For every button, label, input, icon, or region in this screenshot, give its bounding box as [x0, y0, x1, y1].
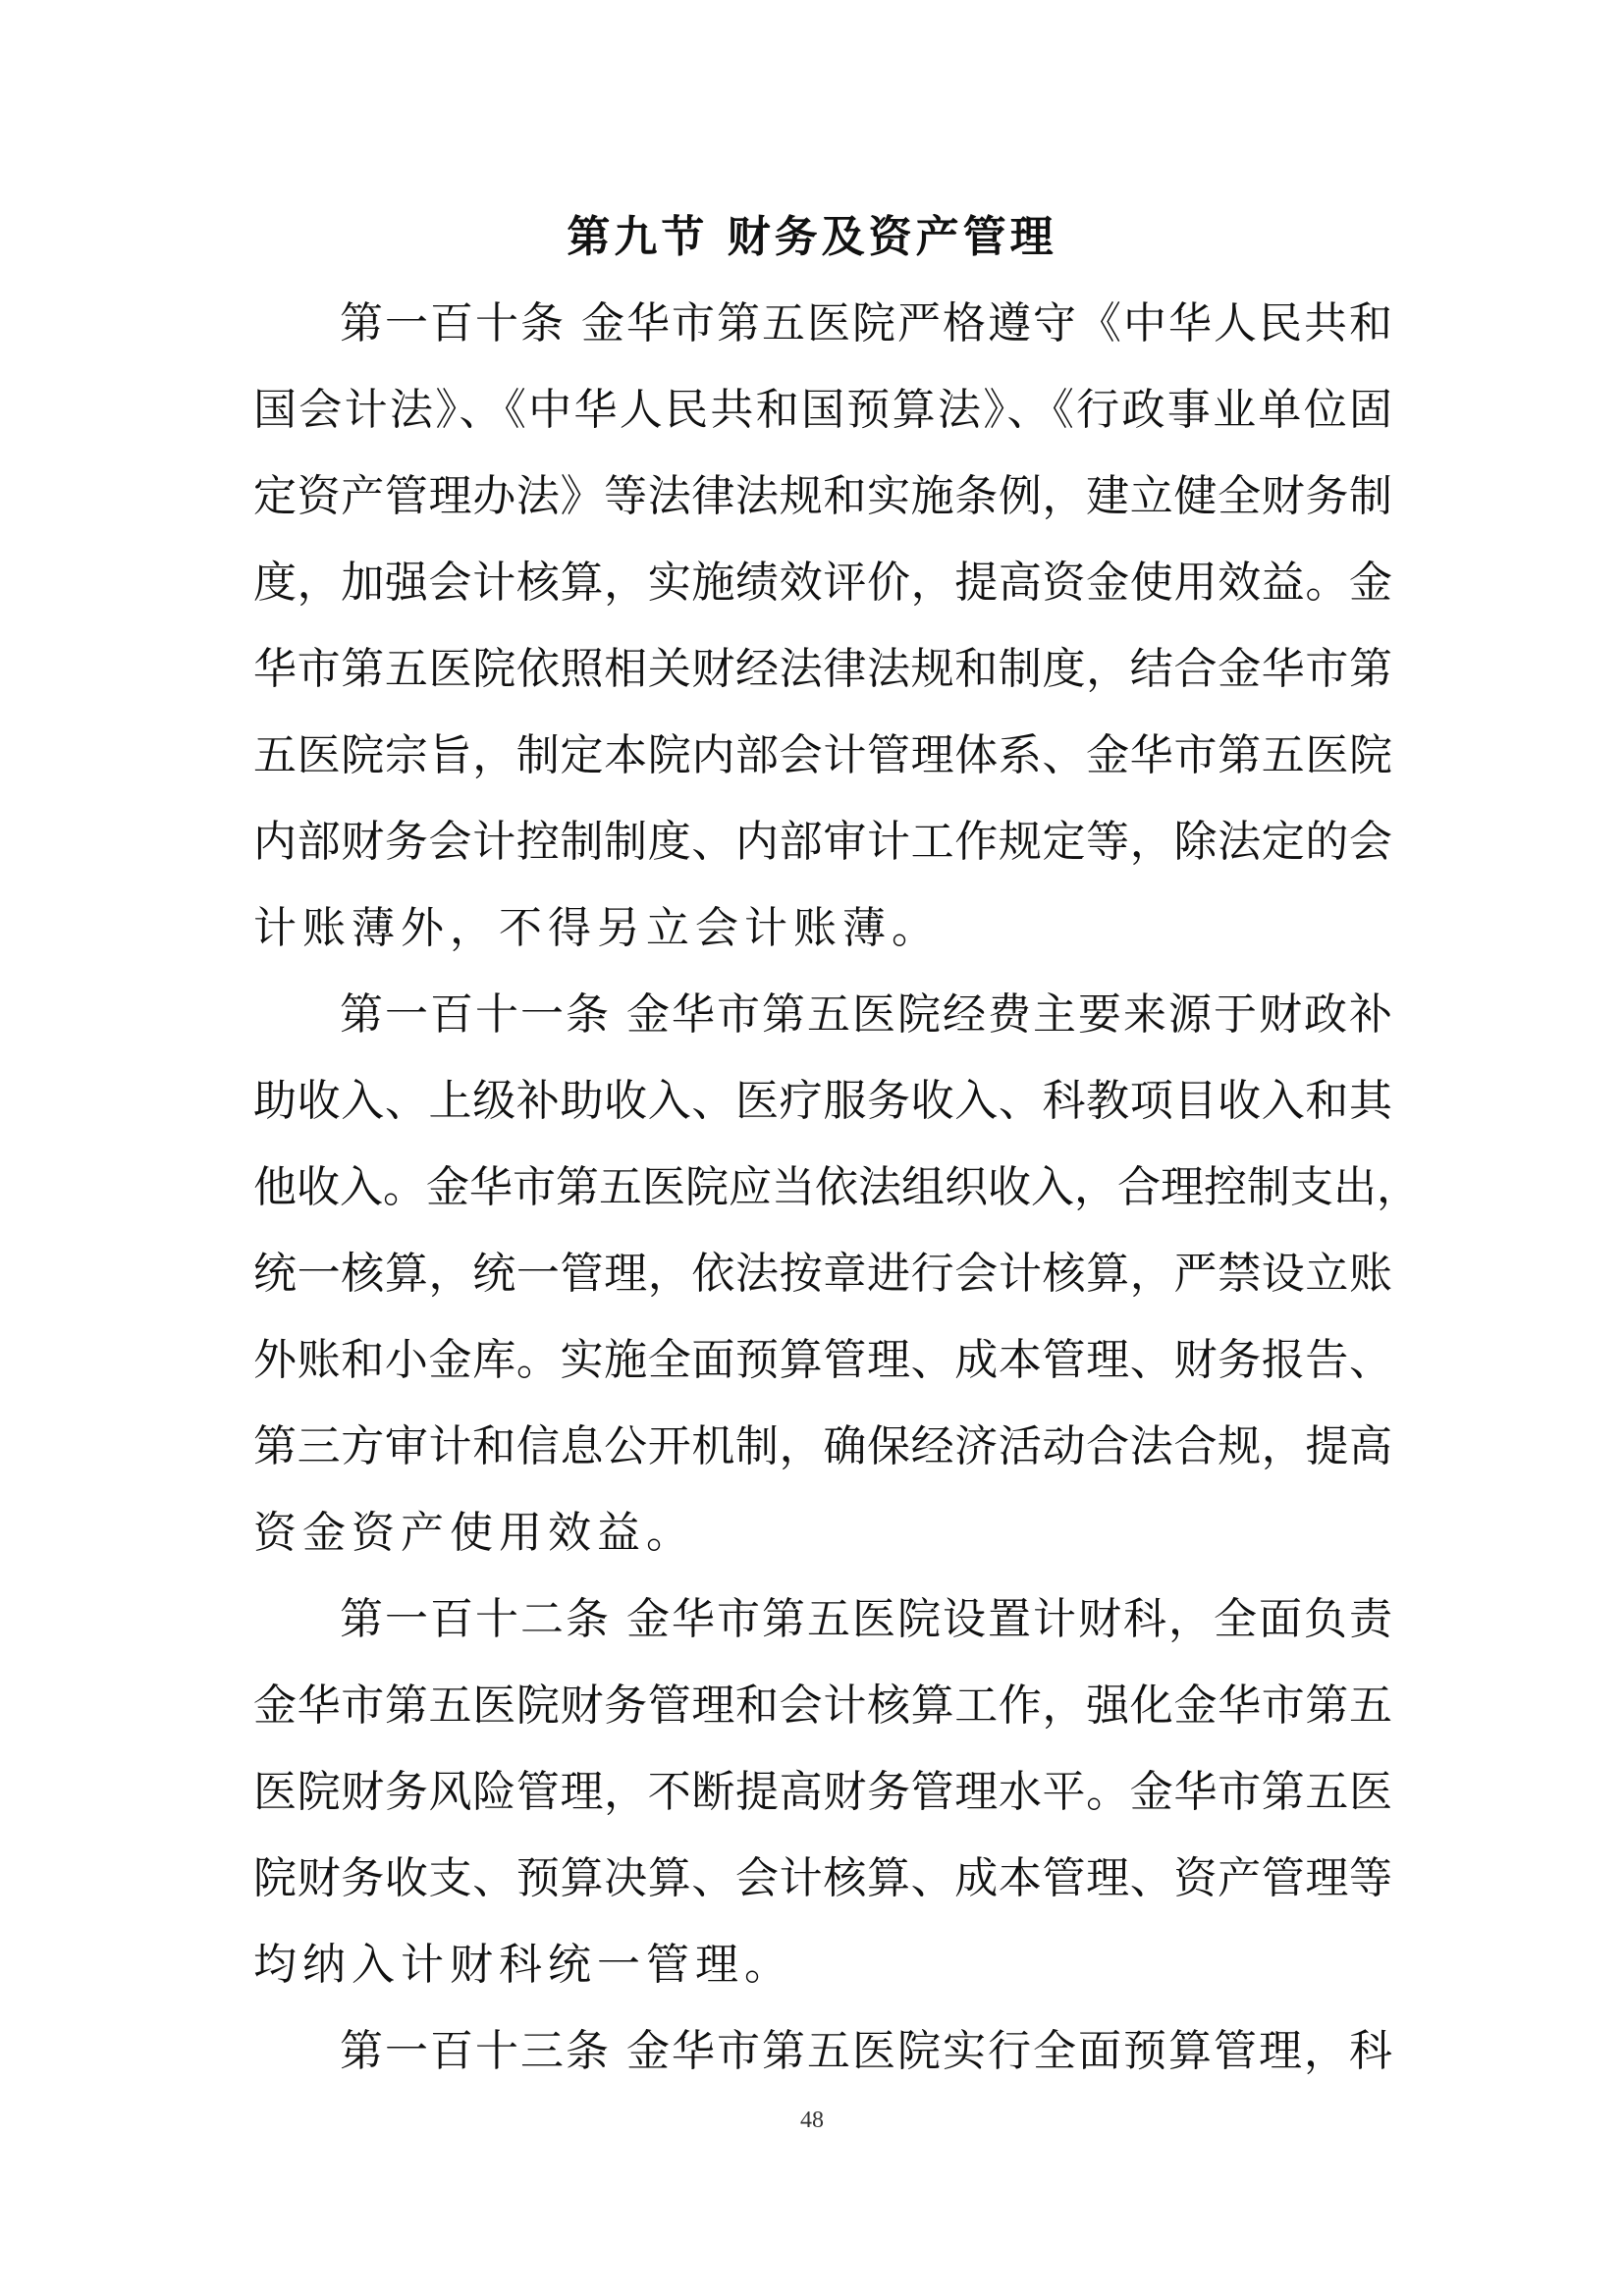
article-110-line-7: 内部财务会计控制制度、内部审计工作规定等，除法定的会: [253, 817, 1392, 867]
article-112-line-2: 金华市第五医院财务管理和会计核算工作，强化金华市第五: [253, 1681, 1392, 1731]
article-110-line-6: 五医院宗旨，制定本院内部会计管理体系、金华市第五医院: [253, 730, 1392, 780]
article-110-line-5: 华市第五医院依照相关财经法律法规和制度，结合金华市第: [253, 644, 1392, 694]
article-111-line-3: 他收入。金华市第五医院应当依法组织收入，合理控制支出，: [253, 1162, 1420, 1212]
article-110-line-8: 计账薄外，不得另立会计账薄。: [253, 903, 941, 953]
article-113-line-1: 第一百十三条 金华市第五医院实行全面预算管理，科: [340, 2026, 1392, 2076]
article-111-line-6: 第三方审计和信息公开机制，确保经济活动合法合规，提高: [253, 1421, 1392, 1471]
article-111-line-5: 外账和小金库。实施全面预算管理、成本管理、财务报告、: [253, 1335, 1392, 1385]
article-112-line-5: 均纳入计财科统一管理。: [253, 1940, 793, 1990]
article-110-line-4: 度，加强会计核算，实施绩效评价，提高资金使用效益。金: [253, 558, 1392, 608]
article-110-line-3: 定资产管理办法》等法律法规和实施条例，建立健全财务制: [253, 471, 1392, 521]
article-111-line-1: 第一百十一条 金华市第五医院经费主要来源于财政补: [340, 989, 1392, 1040]
article-110-line-2: 国会计法》、《中华人民共和国预算法》、《行政事业单位固: [253, 385, 1392, 435]
article-112-line-3: 医院财务风险管理，不断提高财务管理水平。金华市第五医: [253, 1767, 1392, 1817]
article-111-line-7: 资金资产使用效益。: [253, 1508, 695, 1558]
article-112-line-1: 第一百十二条 金华市第五医院设置计财科，全面负责: [340, 1594, 1392, 1644]
article-111-line-4: 统一核算，统一管理，依法按章进行会计核算，严禁设立账: [253, 1249, 1392, 1299]
article-110-line-1: 第一百十条 金华市第五医院严格遵守《中华人民共和: [340, 298, 1392, 348]
article-111-line-2: 助收入、上级补助收入、医疗服务收入、科教项目收入和其: [253, 1076, 1392, 1126]
article-112-line-4: 院财务收支、预算决算、会计核算、成本管理、资产管理等: [253, 1853, 1392, 1903]
page-number: 48: [800, 2108, 824, 2133]
section-title: 第九节 财务及资产管理: [567, 212, 1057, 262]
